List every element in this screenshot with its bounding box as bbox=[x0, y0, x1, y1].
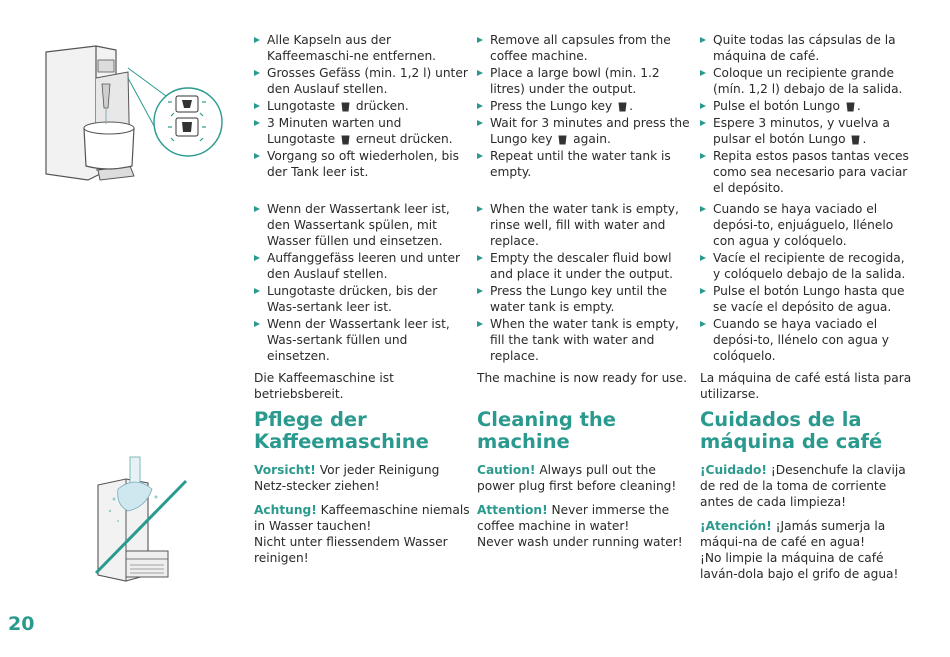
step-item bbox=[700, 148, 912, 196]
descaling-steps-de-part1 bbox=[254, 32, 470, 181]
step-text: Alle Kapseln aus der Kaffeemaschi-ne entfernen. bbox=[267, 33, 437, 63]
lungo-cup-icon bbox=[851, 135, 860, 144]
warning-text: ¡Jamás sumerja la máqui-na de café en agua! bbox=[700, 519, 886, 549]
step-text: Press the Lungo key bbox=[490, 99, 617, 113]
cleaning-notes-de bbox=[254, 462, 470, 574]
step-item bbox=[477, 115, 691, 147]
step-item: Wenn der Wassertank leer ist, Was-sertank füllen und einsetzen. bbox=[254, 316, 470, 364]
step-text: Place a large bowl (min. 1.2 litres) under the output. bbox=[490, 66, 660, 96]
lungo-cup-icon bbox=[846, 102, 855, 111]
step-item: When the water tank is empty, fill the tank with water and replace. bbox=[477, 316, 691, 364]
cleaning-notes-en bbox=[477, 462, 691, 558]
warning-text: ¡No limpie la máquina de café laván-dola bajo el grifo de agua! bbox=[700, 551, 899, 581]
step-item: Cuando se haya vaciado el depósi-to, llénelo con agua y colóquelo. bbox=[700, 316, 912, 364]
descaling-steps-en-part1 bbox=[477, 32, 691, 181]
descaling-steps-es-part2 bbox=[700, 201, 912, 402]
step-item bbox=[254, 65, 470, 97]
step-text: . bbox=[862, 132, 867, 146]
warning-note bbox=[477, 462, 691, 494]
step-item: Pulse el botón Lungo hasta que se vacíe el depósito de agua. bbox=[700, 283, 912, 315]
step-item: Cuando se haya vaciado el depósi-to, enjuáguelo, llénelo con agua y colóquelo. bbox=[700, 201, 912, 249]
lungo-cup-icon bbox=[558, 135, 567, 144]
warning-note bbox=[700, 518, 912, 582]
warning-text: Nicht unter fliessendem Wasser reinigen! bbox=[254, 535, 448, 565]
descaling-steps-es-part1 bbox=[700, 32, 912, 197]
step-text: Pulse el botón Lungo bbox=[713, 99, 844, 113]
step-text: drücken. bbox=[351, 99, 409, 113]
step-text: Grosses Gefäss (min. 1,2 l) unter den Auslauf stellen. bbox=[267, 66, 468, 96]
step-text: 3 Minuten warten und Lungotaste bbox=[267, 116, 402, 146]
section-title-es: Cuidados de la máquina de café bbox=[700, 408, 883, 453]
step-text: Remove all capsules from the coffee machine. bbox=[490, 33, 671, 63]
coffee-machine-descaling-illustration bbox=[38, 38, 228, 188]
step-item bbox=[477, 98, 691, 114]
warning-note bbox=[700, 462, 912, 510]
step-item bbox=[254, 115, 470, 147]
descaling-steps-de-part2 bbox=[254, 201, 470, 402]
warning-text: Never immerse the coffee machine in water! bbox=[477, 503, 670, 533]
step-text: Repeat until the water tank is empty. bbox=[490, 149, 671, 179]
section-title-en: Cleaning the machine bbox=[477, 408, 617, 453]
step-item bbox=[254, 32, 470, 64]
cleaning-notes-es bbox=[700, 462, 912, 590]
warning-label: Achtung! bbox=[254, 503, 317, 517]
warning-label: Caution! bbox=[477, 463, 536, 477]
step-item bbox=[254, 98, 470, 114]
warning-label: ¡Atención! bbox=[700, 519, 772, 533]
step-text: . bbox=[856, 99, 861, 113]
warning-text: Kaffeemaschine niemals in Wasser tauchen! bbox=[254, 503, 470, 533]
step-text: Vorgang so oft wiederholen, bis der Tank leer ist. bbox=[267, 149, 459, 179]
step-item bbox=[477, 32, 691, 64]
warning-label: ¡Cuidado! bbox=[700, 463, 767, 477]
step-item bbox=[477, 65, 691, 97]
step-item: Wenn der Wassertank leer ist, den Wassertank spülen, mit Wasser füllen und einsetzen. bbox=[254, 201, 470, 249]
page-number: 20 bbox=[8, 613, 35, 635]
step-item bbox=[700, 115, 912, 147]
ready-message-es: La máquina de café está lista para utilizarse. bbox=[700, 371, 912, 401]
step-item: Press the Lungo key until the water tank is empty. bbox=[477, 283, 691, 315]
warning-label: Attention! bbox=[477, 503, 548, 517]
descaling-steps-en-part2 bbox=[477, 201, 691, 386]
step-item: Vacíe el recipiente de recogida, y colóquelo debajo de la salida. bbox=[700, 250, 912, 282]
section-title-de: Pflege der Kaffeemaschine bbox=[254, 408, 429, 453]
warning-note bbox=[477, 502, 691, 550]
step-item bbox=[700, 98, 912, 114]
step-text: Lungotaste bbox=[267, 99, 339, 113]
step-item: Lungotaste drücken, bis der Was-sertank leer ist. bbox=[254, 283, 470, 315]
step-item bbox=[254, 148, 470, 180]
step-item: Empty the descaler fluid bowl and place it under the output. bbox=[477, 250, 691, 282]
warning-note bbox=[254, 462, 470, 494]
warning-text: ¡Desenchufe la clavija de red de la toma de corriente antes de cada limpieza! bbox=[700, 463, 906, 509]
step-text: Quite todas las cápsulas de la máquina de café. bbox=[713, 33, 896, 63]
lungo-cup-icon bbox=[341, 135, 350, 144]
step-item bbox=[700, 32, 912, 64]
ready-message-en: The machine is now ready for use. bbox=[477, 371, 688, 385]
step-item: When the water tank is empty, rinse well, fill with water and replace. bbox=[477, 201, 691, 249]
step-text: Wait for 3 minutes and press the Lungo key bbox=[490, 116, 690, 146]
warning-text: Vor jeder Reinigung Netz-stecker ziehen! bbox=[254, 463, 440, 493]
warning-text: Never wash under running water! bbox=[477, 535, 683, 549]
step-text: Repita estos pasos tantas veces como sea necesario para vaciar el depósito. bbox=[713, 149, 909, 195]
ready-message-de: Die Kaffeemaschine ist betriebsbereit. bbox=[254, 371, 394, 401]
step-item: Auffanggefäss leeren und unter den Auslauf stellen. bbox=[254, 250, 470, 282]
step-item bbox=[700, 65, 912, 97]
warning-label: Vorsicht! bbox=[254, 463, 316, 477]
no-running-water-illustration bbox=[88, 455, 198, 585]
step-text: Espere 3 minutos, y vuelva a pulsar el botón Lungo bbox=[713, 116, 890, 146]
lungo-cup-icon bbox=[341, 102, 350, 111]
step-text: again. bbox=[569, 132, 611, 146]
warning-note bbox=[254, 502, 470, 566]
step-text: . bbox=[629, 99, 633, 113]
warning-text: Always pull out the power plug first before cleaning! bbox=[477, 463, 677, 493]
step-text: erneut drücken. bbox=[351, 132, 453, 146]
step-text: Coloque un recipiente grande (mín. 1,2 l) debajo de la salida. bbox=[713, 66, 903, 96]
step-item bbox=[477, 148, 691, 180]
lungo-cup-icon bbox=[618, 102, 627, 111]
